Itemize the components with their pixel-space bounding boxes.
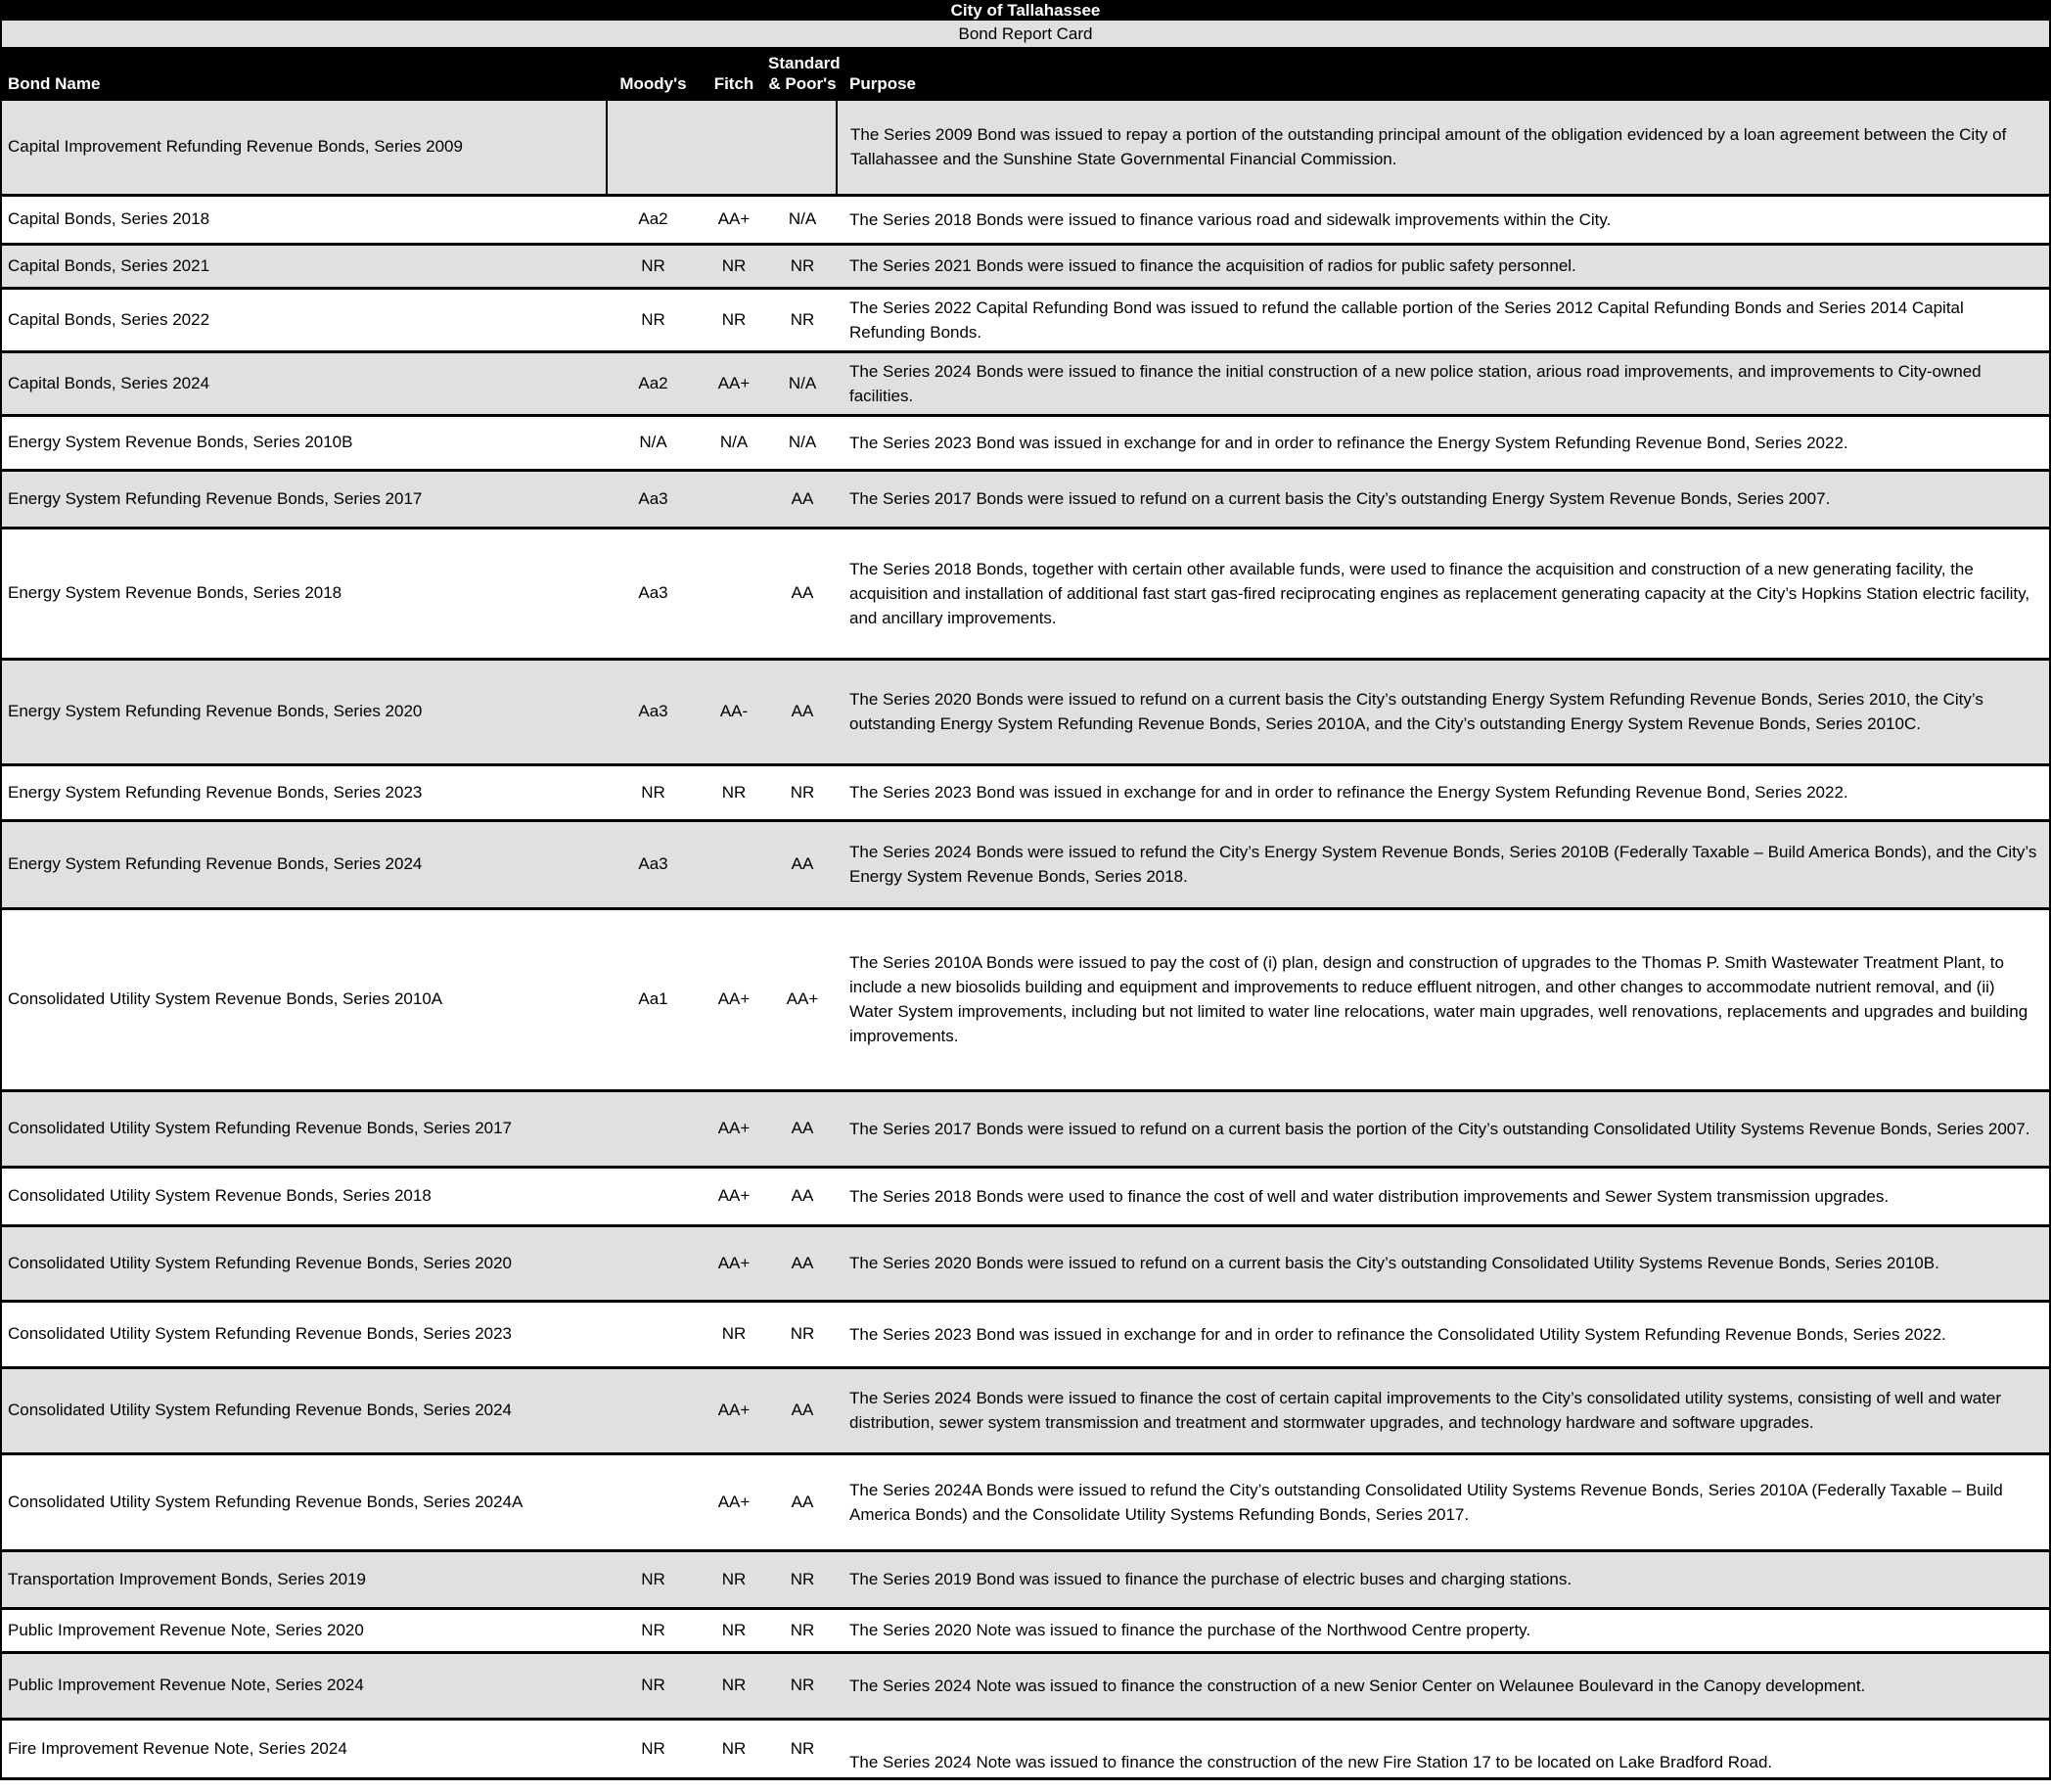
sp-rating-cell: AA: [791, 1253, 814, 1272]
fitch-rating-cell: [700, 528, 768, 659]
standard-poors-header-line1: Standard: [768, 54, 841, 72]
bond-name-cell: Capital Bonds, Series 2022: [8, 309, 210, 329]
fitch-rating-cell: AA+: [717, 989, 751, 1008]
bond-name-cell: Capital Improvement Refunding Revenue Bonds, Series 2009: [8, 137, 463, 157]
fitch-rating-cell: [700, 101, 768, 195]
sp-rating-cell: AA: [791, 702, 814, 720]
sp-rating-cell: N/A: [788, 209, 817, 228]
purpose-cell: The Series 2018 Bonds were used to finance the cost of well and water distribution improvements and Sewer System transmission upgrades.: [849, 1186, 1890, 1206]
report-subtitle: Bond Report Card: [2, 21, 2049, 48]
sp-rating-cell: AA: [791, 1492, 814, 1511]
moodys-rating-cell: Aa3: [638, 488, 668, 508]
bond-name-cell: Fire Improvement Revenue Note, Series 2024: [8, 1738, 347, 1758]
fitch-rating-cell: AA-: [719, 702, 749, 720]
column-header-standard-poors: [768, 48, 841, 101]
fitch-rating-cell: NR: [721, 309, 747, 329]
purpose-cell: The Series 2018 Bonds were issued to finance various road and sidewalk improvements within the City.: [849, 209, 1612, 229]
bond-name-cell: Capital Bonds, Series 2018: [8, 209, 210, 228]
fitch-rating-cell: AA+: [717, 1119, 751, 1137]
fitch-rating-cell: NR: [721, 1324, 747, 1343]
purpose-cell: The Series 2020 Bonds were issued to refund on a current basis the City’s outstanding Consolidated Utility Systems Revenue Bonds, Series 2010B.: [849, 1254, 1939, 1272]
table-row: [2, 1608, 2049, 1652]
moodys-rating-cell: [607, 1225, 700, 1301]
moodys-rating-cell: Aa3: [638, 702, 668, 720]
purpose-cell: The Series 2019 Bond was issued to finance the purchase of electric buses and charging stations.: [849, 1570, 1572, 1588]
moodys-rating-cell: [607, 1301, 700, 1367]
moodys-rating-cell: [607, 1367, 700, 1453]
purpose-cell: The Series 2021 Bonds were issued to finance the acquisition of radios for public safety personnel.: [849, 256, 1576, 275]
fitch-rating-cell: [700, 820, 768, 908]
column-header-bond-name: Bond Name: [8, 74, 101, 93]
bond-name-cell: Consolidated Utility System Refunding Revenue Bonds, Series 2024A: [8, 1492, 524, 1511]
fitch-rating-cell: AA+: [717, 373, 751, 392]
fitch-rating-cell: NR: [721, 1620, 747, 1639]
header-row: [2, 48, 2049, 101]
fitch-rating-cell: [700, 470, 768, 528]
moodys-rating-cell: [607, 101, 700, 195]
column-header-moodys: Moody's: [619, 74, 687, 93]
purpose-cell: The Series 2017 Bonds were issued to refund on a current basis the City’s outstanding Energy System Revenue Bonds, Series 2007.: [849, 489, 1831, 508]
purpose-cell: The Series 2017 Bonds were issued to refund on a current basis the portion of the City’s outstanding Consolidated Utility Systems Revenue Bonds, Series 2007.: [849, 1119, 2030, 1138]
sp-rating-cell: AA: [791, 1186, 814, 1205]
sp-rating-cell: AA: [791, 1401, 814, 1419]
bond-name-cell: Capital Bonds, Series 2024: [8, 373, 210, 392]
sp-rating-cell: AA: [791, 1119, 814, 1137]
bond-name-cell: Energy System Refunding Revenue Bonds, Series 2023: [8, 782, 423, 802]
moodys-rating-cell: Aa2: [638, 373, 668, 392]
moodys-rating-cell: N/A: [639, 433, 667, 451]
bond-name-cell: Energy System Refunding Revenue Bonds, Series 2024: [8, 854, 423, 873]
fitch-rating-cell: NR: [721, 1676, 747, 1694]
table-row: [2, 195, 2049, 244]
sp-rating-cell: NR: [790, 1676, 815, 1694]
fitch-rating-cell: N/A: [719, 433, 749, 451]
table-row: [2, 1167, 2049, 1225]
fitch-rating-cell: NR: [721, 1738, 747, 1758]
bond-name-cell: Energy System Refunding Revenue Bonds, Series 2017: [8, 488, 423, 508]
bond-name-cell: Capital Bonds, Series 2021: [8, 255, 210, 275]
bond-name-cell: Transportation Improvement Bonds, Series 2019: [8, 1569, 367, 1588]
moodys-rating-cell: NR: [641, 1569, 665, 1588]
table-row: [2, 1453, 2049, 1550]
table-row: [2, 1367, 2049, 1453]
purpose-cell: The Series 2023 Bond was issued in exchange for and in order to refinance the Consolidated Utility System Refunding Revenue Bonds, Series 2022.: [849, 1324, 1946, 1344]
fitch-rating-cell: AA+: [717, 1492, 751, 1511]
fitch-rating-cell: AA+: [717, 209, 751, 228]
bond-report-table: [2, 48, 2049, 1780]
table-row: [2, 415, 2049, 470]
sp-rating-cell: N/A: [788, 373, 817, 392]
purpose-cell: The Series 2010A Bonds were issued to pay the cost of (i) plan, design and construction of upgrades to the Thomas P. Smith Wastewater Treatment Plant, to include a new biosolids building and equipment and improvements to reduce effluent nitrogen, and other changes to accommodate nutrient removal, and (ii) Water System improvements, including but not limited to water line relocations, water main upgrades, well renovations, replacements and upgrades and building improvements.: [849, 953, 2028, 1045]
purpose-cell: The Series 2020 Bonds were issued to refund on a current basis the City’s outstanding Energy System Refunding Revenue Bonds, Series 2010, the City’s outstanding Energy System Refunding Revenue Bonds, Series 2010A, and the City’s outstanding Energy System Revenue Bonds, Series 2010C.: [849, 690, 1983, 733]
purpose-cell: The Series 2018 Bonds, together with certain other available funds, were used to finance the acquisition and construction of a new generating facility, the acquisition and installation of additional fast start gas-fired reciprocating engines as replacement generating capacity at the City’s Hopkins Station electric facility, and ancillary improvements.: [849, 559, 2030, 627]
purpose-cell: The Series 2024 Note was issued to finance the construction of a new Senior Center on Welaunee Boulevard in the Canopy development.: [849, 1676, 1866, 1695]
bond-name-cell: Consolidated Utility System Refunding Revenue Bonds, Series 2024: [8, 1401, 513, 1419]
table-row: [2, 470, 2049, 528]
bond-name-cell: Consolidated Utility System Refunding Revenue Bonds, Series 2023: [8, 1324, 513, 1343]
fitch-rating-cell: AA+: [717, 1253, 751, 1272]
purpose-cell: The Series 2024 Bonds were issued to refund the City’s Energy System Revenue Bonds, Series 2010B (Federally Taxable – Build America Bonds), and the City’s Energy System Revenue Bonds, Series 2018.: [849, 843, 2037, 886]
table-row: [2, 820, 2049, 908]
fitch-rating-cell: AA+: [717, 1186, 751, 1205]
bond-name-cell: Consolidated Utility System Refunding Revenue Bonds, Series 2020: [8, 1253, 513, 1272]
table-row: [2, 764, 2049, 820]
table-row: [2, 1225, 2049, 1301]
sp-rating-cell: NR: [790, 1738, 815, 1758]
sp-rating-cell: NR: [790, 782, 815, 802]
purpose-cell: The Series 2024 Note was issued to finance the construction of the new Fire Station 17 to be located on Lake Bradford Road.: [849, 1752, 1773, 1771]
sp-rating-cell: AA: [791, 854, 814, 873]
column-header-purpose: Purpose: [849, 74, 917, 93]
table-row: [2, 288, 2049, 351]
sp-rating-cell: [768, 101, 837, 195]
moodys-rating-cell: NR: [641, 782, 665, 802]
table-row: [2, 908, 2049, 1090]
sp-rating-cell: NR: [790, 1620, 815, 1639]
sp-rating-cell: AA: [791, 583, 814, 602]
table-row: [2, 1550, 2049, 1608]
table-row: [2, 528, 2049, 659]
bond-name-cell: Energy System Refunding Revenue Bonds, Series 2020: [8, 702, 423, 720]
table-row: [2, 1652, 2049, 1719]
purpose-cell: The Series 2024A Bonds were issued to refund the City’s outstanding Consolidated Utility Systems Revenue Bonds, Series 2010A (Federally Taxable – Build America Bonds) and the Consolidate Utility Systems Refunding Bonds, Series 2017.: [849, 1480, 2003, 1524]
fitch-rating-cell: NR: [721, 782, 747, 802]
moodys-rating-cell: [607, 1453, 700, 1550]
moodys-rating-cell: NR: [641, 1676, 665, 1694]
sp-rating-cell: NR: [790, 255, 815, 275]
purpose-cell: The Series 2020 Note was issued to finance the purchase of the Northwood Centre property.: [849, 1621, 1531, 1639]
table-row: [2, 1301, 2049, 1367]
column-header-fitch: Fitch: [713, 74, 754, 93]
fitch-rating-cell: AA+: [717, 1401, 751, 1419]
sp-rating-cell: NR: [790, 309, 815, 329]
purpose-cell: The Series 2024 Bonds were issued to finance the initial construction of a new police station, arious road improvements, and improvements to City-owned facilities.: [849, 361, 1982, 405]
moodys-rating-cell: Aa1: [638, 989, 668, 1008]
moodys-rating-cell: Aa3: [638, 583, 668, 602]
bond-name-cell: Energy System Revenue Bonds, Series 2010B: [8, 433, 353, 451]
table-row: [2, 659, 2049, 764]
bond-name-cell: Energy System Revenue Bonds, Series 2018: [8, 583, 342, 602]
moodys-rating-cell: Aa3: [638, 854, 668, 873]
sp-rating-cell: AA+: [786, 989, 819, 1008]
fitch-rating-cell: NR: [721, 255, 747, 275]
purpose-cell: The Series 2023 Bond was issued in exchange for and in order to refinance the Energy System Refunding Revenue Bond, Series 2022.: [849, 433, 1848, 452]
table-row: [2, 351, 2049, 415]
sp-rating-cell: N/A: [788, 433, 817, 451]
bond-name-cell: Consolidated Utility System Revenue Bonds, Series 2010A: [8, 989, 443, 1008]
sp-rating-cell: NR: [790, 1324, 815, 1343]
purpose-cell: The Series 2009 Bond was issued to repay a portion of the outstanding principal amount of the obligation evidenced by a loan agreement between the City of Tallahassee and the Sunshine State Governmental Financial Commission.: [837, 101, 2049, 195]
sp-rating-cell: AA: [791, 488, 814, 508]
moodys-rating-cell: NR: [641, 1620, 665, 1639]
bond-name-cell: Public Improvement Revenue Note, Series 2024: [8, 1676, 364, 1694]
moodys-rating-cell: NR: [641, 309, 665, 329]
table-row: [2, 101, 2049, 195]
fitch-rating-cell: NR: [721, 1569, 747, 1588]
moodys-rating-cell: Aa2: [638, 209, 668, 228]
bond-name-cell: Public Improvement Revenue Note, Series 2020: [8, 1620, 364, 1639]
sp-rating-cell: NR: [790, 1569, 815, 1588]
moodys-rating-cell: [607, 1090, 700, 1167]
purpose-cell: The Series 2023 Bond was issued in exchange for and in order to refinance the Energy System Refunding Revenue Bond, Series 2022.: [849, 783, 1848, 802]
moodys-rating-cell: NR: [641, 255, 665, 275]
standard-poors-header-line2: & Poor's: [768, 74, 837, 93]
purpose-cell: The Series 2024 Bonds were issued to finance the cost of certain capital improvements to the City’s consolidated utility systems, consisting of well and water distribution, sewer system transmission and treatment and stormwater upgrades, and technology hardware and software upgrades.: [849, 1389, 2002, 1432]
moodys-rating-cell: NR: [641, 1738, 665, 1758]
table-row: [2, 1719, 2049, 1778]
purpose-cell: The Series 2022 Capital Refunding Bond was issued to refund the callable portion of the Series 2012 Capital Refunding Bonds and Series 2014 Capital Refunding Bonds.: [849, 298, 1964, 342]
bond-name-cell: Consolidated Utility System Revenue Bonds, Series 2018: [8, 1186, 432, 1205]
bond-name-cell: Consolidated Utility System Refunding Revenue Bonds, Series 2017: [8, 1119, 513, 1137]
table-row: [2, 244, 2049, 288]
moodys-rating-cell: [607, 1167, 700, 1225]
report-title: City of Tallahassee: [2, 0, 2049, 21]
table-row: [2, 1090, 2049, 1167]
